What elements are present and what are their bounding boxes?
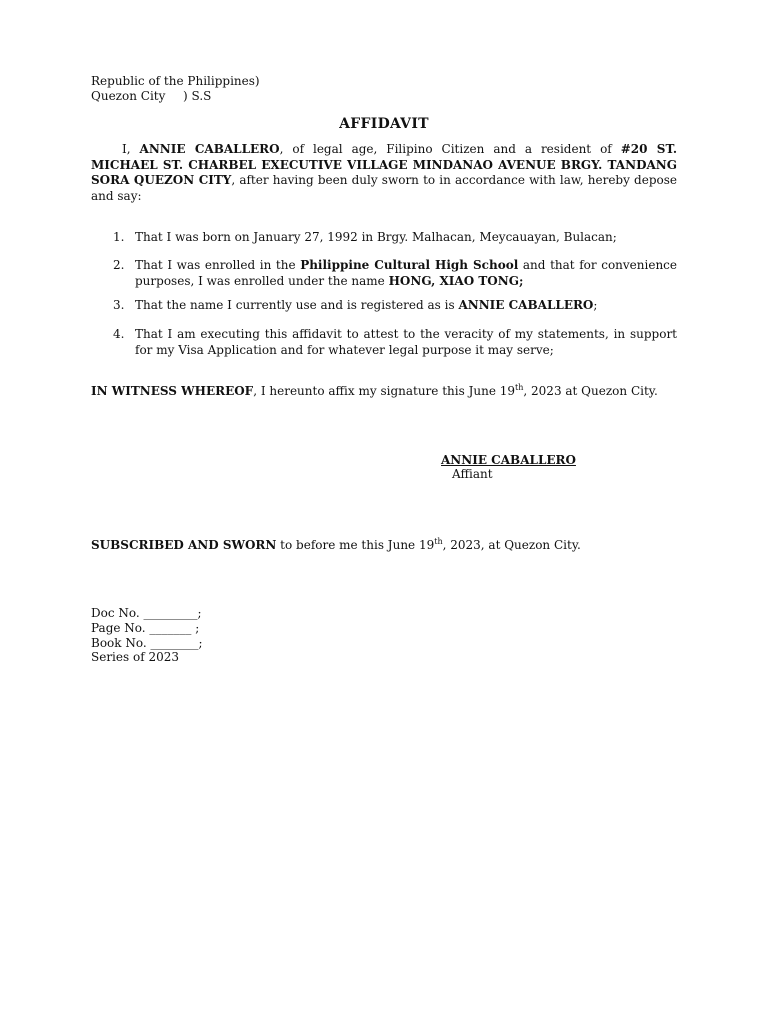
list-text (135, 258, 677, 289)
list-text-mid: and that for convenience purposes, I was enrolled under the name (135, 258, 677, 288)
sworn-sup: th (434, 537, 443, 546)
header-city-line (91, 89, 211, 104)
sworn-text: to before me this June 19 (276, 538, 435, 552)
signature-role: Affiant (452, 467, 493, 481)
list-number: 2. (113, 258, 125, 272)
header-republic: Republic of the Philippines) (91, 74, 260, 88)
witness-sup: th (515, 383, 524, 392)
intro-text1: , of legal age, Filipino Citizen and a resident of (279, 142, 621, 156)
enrolled-name: HONG, XIAO TONG; (388, 273, 524, 288)
intro-paragraph (91, 142, 677, 204)
page-no: Page No. _______ ; (91, 621, 200, 635)
list-text: That I was born on January 27, 1992 in Brgy. Malhacan, Meycauayan, Bulacan; (135, 230, 617, 244)
sworn-end: , 2023, at Quezon City. (442, 538, 581, 552)
sworn-heading: SUBSCRIBED AND SWORN (91, 538, 277, 552)
witness-text: , I hereunto affix my signature this June 19 (253, 384, 516, 398)
doc-no: Doc No. _________; (91, 606, 202, 620)
intro-i: I, (122, 142, 140, 156)
affiant-name: ANNIE CABALLERO (139, 142, 280, 156)
list-text (135, 298, 677, 314)
header-city: Quezon City (91, 89, 166, 103)
list-text-pre: That I was enrolled in the (135, 258, 301, 272)
witness-clause (91, 384, 658, 399)
list-text-pre: That the name I currently use and is registered as is (135, 298, 459, 312)
list-number: 1. (113, 230, 125, 244)
list-text-post: ; (593, 298, 598, 312)
registered-name: ANNIE CABALLERO (458, 298, 594, 312)
book-no: Book No. ________; (91, 636, 203, 650)
document-title: AFFIDAVIT (339, 116, 429, 132)
series: Series of 2023 (91, 650, 179, 664)
witness-end: , 2023 at Quezon City. (523, 384, 658, 398)
intro-text2: , after having been duly sworn to in accordance with law, hereby depose and say: (91, 173, 677, 203)
witness-heading: IN WITNESS WHEREOF (91, 384, 254, 398)
school-name: Philippine Cultural High School (300, 258, 519, 272)
list-text: That I am executing this affidavit to attest to the veracity of my statements, in support for my Visa Application and for whatever legal purpose it may serve; (135, 327, 677, 357)
list-number: 4. (113, 327, 125, 341)
sworn-clause (91, 538, 581, 553)
signature-name: ANNIE CABALLERO (441, 453, 576, 467)
header-ss: ) S.S (183, 89, 212, 103)
list-number: 3. (113, 298, 125, 312)
affiant-address: #20 ST. MICHAEL ST. CHARBEL EXECUTIVE VILLAGE MINDANAO AVENUE BRGY. TANDANG SORA QUEZON CITY (91, 142, 678, 187)
